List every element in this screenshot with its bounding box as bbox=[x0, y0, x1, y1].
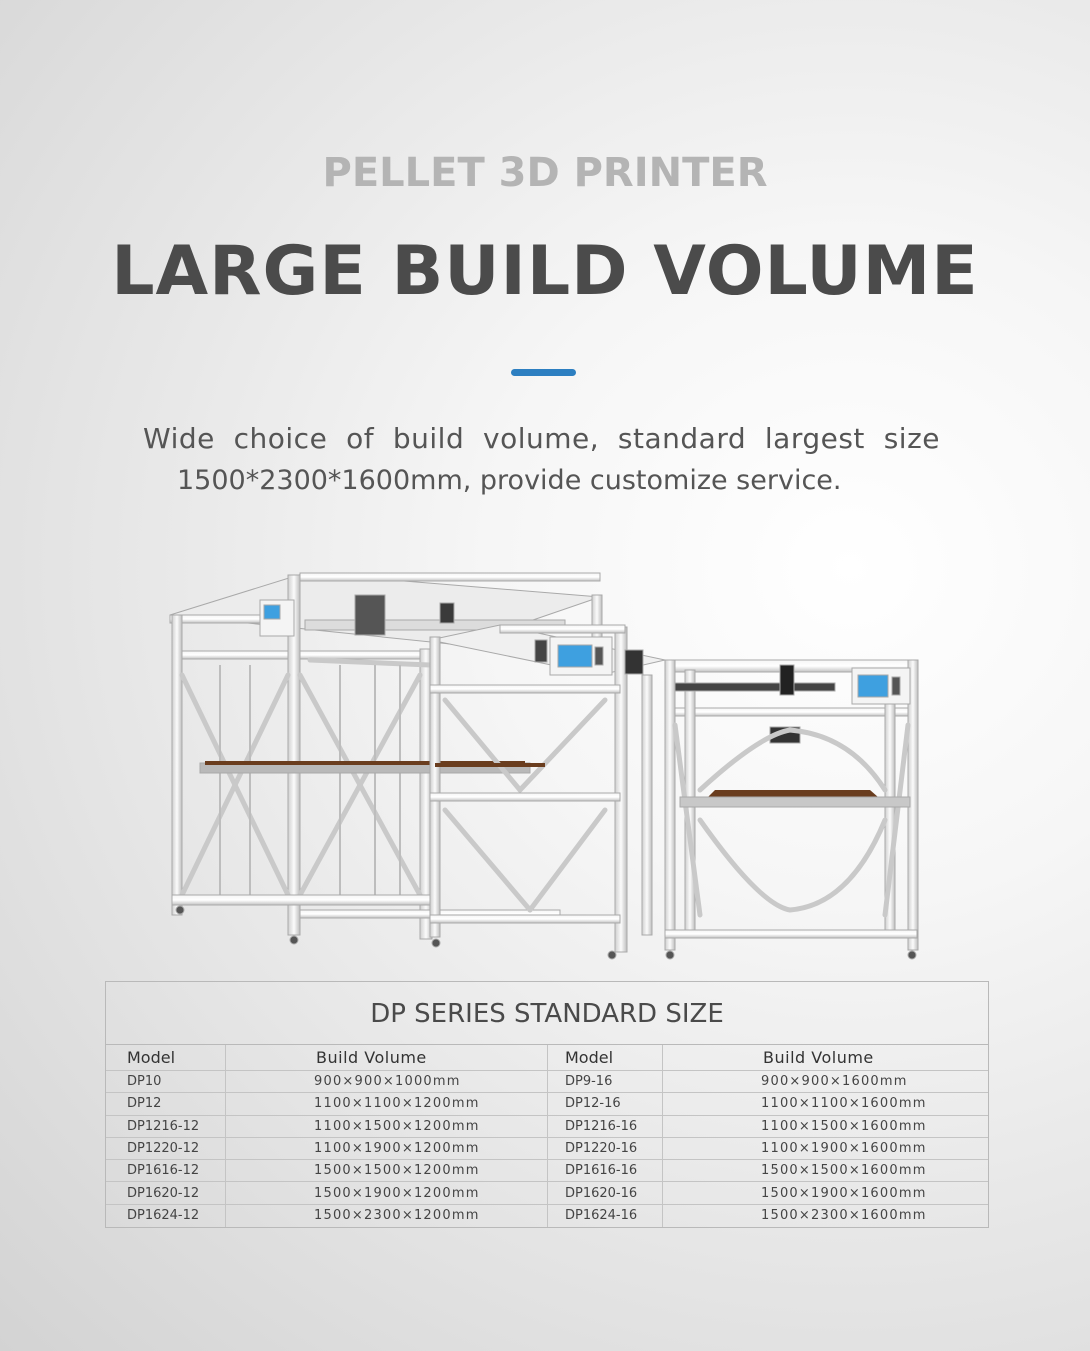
model-cell: DP1220-16 bbox=[548, 1138, 663, 1159]
table-row bbox=[106, 1116, 988, 1138]
description-line-2: 1500*2300*1600mm, provide customize service. bbox=[177, 465, 842, 496]
table-row bbox=[106, 1138, 988, 1160]
volume-cell: 900×900×1000mm bbox=[226, 1071, 548, 1092]
volume-cell: 1500×2300×1200mm bbox=[226, 1205, 548, 1227]
model-cell: DP1216-16 bbox=[548, 1116, 663, 1137]
table-row bbox=[106, 1093, 988, 1115]
table-grid bbox=[106, 1045, 988, 1227]
header-build-volume: Build Volume bbox=[226, 1045, 548, 1070]
volume-cell: 1500×1500×1600mm bbox=[761, 1163, 927, 1179]
volume-cell: 1100×1100×1600mm bbox=[761, 1096, 927, 1112]
model-cell: DP1624-16 bbox=[548, 1205, 663, 1227]
volume-cell: 1500×1500×1200mm bbox=[226, 1160, 548, 1181]
description-line-1: Wide choice of build volume, standard largest size bbox=[143, 422, 940, 455]
spec-table bbox=[105, 981, 989, 1228]
model-cell: DP1216-12 bbox=[106, 1116, 226, 1137]
table-title: DP SERIES STANDARD SIZE bbox=[106, 982, 988, 1045]
model-cell: DP12-16 bbox=[548, 1093, 663, 1114]
printers-product-image bbox=[160, 565, 930, 970]
volume-cell: 1500×1900×1200mm bbox=[226, 1182, 548, 1203]
model-cell: DP12 bbox=[106, 1093, 226, 1114]
model-cell: DP1616-16 bbox=[548, 1160, 663, 1181]
model-cell: DP1624-12 bbox=[106, 1205, 226, 1227]
volume-cell: 1100×1100×1200mm bbox=[226, 1093, 548, 1114]
page-subtitle: PELLET 3D PRINTER bbox=[322, 150, 768, 196]
small-printer bbox=[665, 660, 918, 959]
header-build-volume: Build Volume bbox=[763, 1048, 874, 1067]
model-cell: DP1620-12 bbox=[106, 1182, 226, 1203]
medium-printer bbox=[430, 625, 665, 959]
table-row bbox=[106, 1182, 988, 1204]
header-model: Model bbox=[106, 1045, 226, 1070]
model-cell: DP1220-12 bbox=[106, 1138, 226, 1159]
volume-cell: 1100×1500×1600mm bbox=[761, 1118, 927, 1134]
model-cell: DP10 bbox=[106, 1071, 226, 1092]
table-header-row bbox=[106, 1045, 988, 1071]
accent-divider bbox=[511, 369, 576, 376]
header-model: Model bbox=[548, 1045, 663, 1070]
table-row bbox=[106, 1071, 988, 1093]
page-title: LARGE BUILD VOLUME bbox=[111, 232, 979, 311]
table-row bbox=[106, 1205, 988, 1227]
model-cell: DP1616-12 bbox=[106, 1160, 226, 1181]
volume-cell: 1500×1900×1600mm bbox=[761, 1185, 927, 1201]
model-cell: DP1620-16 bbox=[548, 1182, 663, 1203]
volume-cell: 1100×1500×1200mm bbox=[226, 1116, 548, 1137]
volume-cell: 1100×1900×1600mm bbox=[761, 1141, 927, 1157]
volume-cell: 1500×2300×1600mm bbox=[761, 1208, 927, 1224]
volume-cell: 900×900×1600mm bbox=[761, 1074, 908, 1090]
table-row bbox=[106, 1160, 988, 1182]
description bbox=[143, 418, 940, 502]
volume-cell: 1100×1900×1200mm bbox=[226, 1138, 548, 1159]
model-cell: DP9-16 bbox=[548, 1071, 663, 1092]
